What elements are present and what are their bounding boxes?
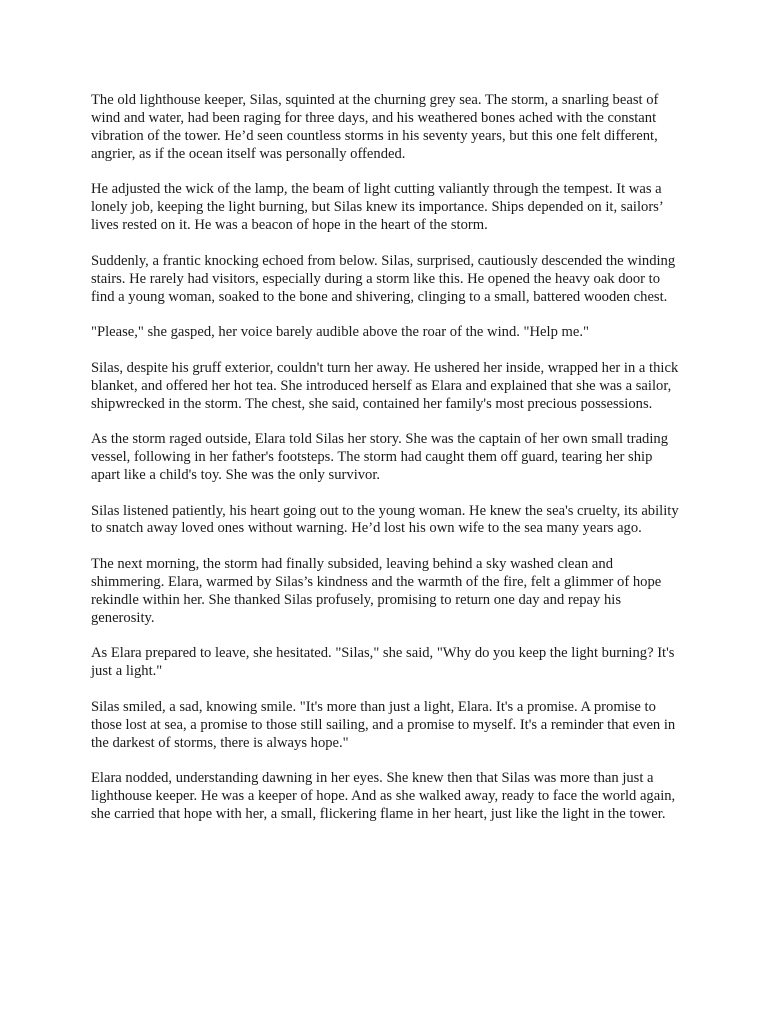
paragraph-11: Elara nodded, understanding dawning in her eyes. She knew then that Silas was more than just a lighthouse keeper. He was a keeper of hope. And as she walked away, ready to face the world again, she carried that hope with her, a small, flickering flame in her heart, just like the light in the tower. — [91, 770, 676, 823]
paragraph-9: As Elara prepared to leave, she hesitated. "Silas," she said, "Why do you keep the light burning? It's just a light." — [91, 645, 675, 680]
paragraph-1: The old lighthouse keeper, Silas, squinted at the churning grey sea. The storm, a snarling beast of wind and water, had been raging for three days, and his weathered bones ached with the constant vibration of the tower. He’d seen countless storms in his seventy years, but this one felt different, angrier, as if the ocean itself was personally offended. — [91, 92, 659, 162]
paragraph-3: Suddenly, a frantic knocking echoed from below. Silas, surprised, cautiously descended the winding stairs. He rarely had visitors, especially during a storm like this. He opened the heavy oak door to find a young woman, soaked to the bone and shivering, clinging to a small, battered wooden chest. — [91, 252, 676, 305]
paragraph-7: Silas listened patiently, his heart going out to the young woman. He knew the sea's cruelty, its ability to snatch away loved ones without warning. He’d lost his own wife to the sea many years ago. — [91, 502, 679, 537]
paragraph-5: Silas, despite his gruff exterior, couldn't turn her away. He ushered her inside, wrapped her in a thick blanket, and offered her hot tea. She introduced herself as Elara and explained that she was a sailor, shipwrecked in the storm. The chest, she said, contained her family's most precious possessions. — [91, 359, 679, 412]
paragraph-4: "Please," she gasped, her voice barely audible above the roar of the wind. "Help me." — [91, 324, 589, 341]
paragraph-6: As the storm raged outside, Elara told Silas her story. She was the captain of her own small trading vessel, following in her father's footsteps. The storm had caught them off guard, tearing her ship apart like a child's toy. She was the only survivor. — [91, 431, 668, 483]
paragraph-10: Silas smiled, a sad, knowing smile. "It's more than just a light, Elara. It's a promise. A promise to those lost at sea, a promise to those still sailing, and a promise to myself. It's a reminder that even in the darkest of storms, there is always hope." — [91, 698, 676, 751]
paragraph-8: The next morning, the storm had finally subsided, leaving behind a sky washed clean and shimmering. Elara, warmed by Silas’s kindness and the warmth of the fire, felt a glimmer of hope rekindle within her. She thanked Silas profusely, promising to return one day and repay his generosity. — [91, 556, 662, 626]
paragraph-2: He adjusted the wick of the lamp, the beam of light cutting valiantly through the tempest. It was a lonely job, keeping the light burning, but Silas knew its importance. Ships depended on it, sailors’ lives rested on it. He was a beacon of hope in the heart of the storm. — [91, 181, 663, 234]
